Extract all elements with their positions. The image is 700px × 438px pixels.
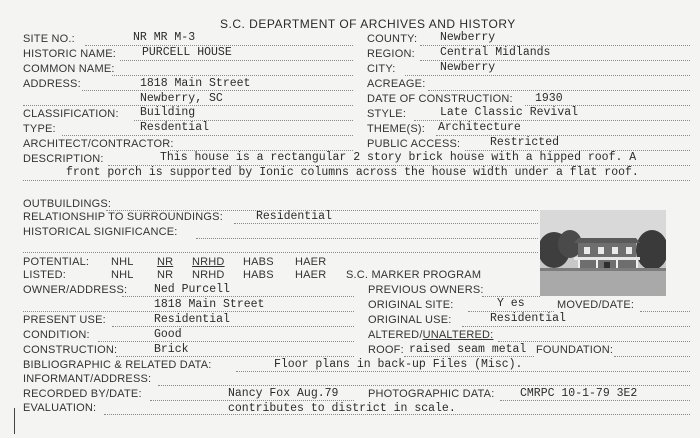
construction-line	[116, 356, 354, 357]
potential-nhl: NHL	[111, 256, 134, 268]
region-value: Central Midlands	[440, 46, 551, 59]
condition-line	[98, 341, 354, 342]
altered-text: ALTERED/	[368, 329, 423, 341]
classification-label: CLASSIFICATION:	[23, 108, 119, 120]
owner-address-value: 1818 Main Street	[154, 298, 265, 311]
original-use-label: ORIGINAL USE:	[368, 314, 452, 326]
county-value: Newberry	[440, 31, 496, 44]
architect-label: ARCHITECT/CONTRACTOR:	[23, 138, 174, 150]
description-line2-value: front porch is supported by Ionic columns across the house width under a flat roof.	[66, 166, 639, 179]
type-line	[62, 135, 353, 136]
address-line	[82, 90, 353, 91]
relationship-line	[234, 223, 538, 224]
historic-name-line	[120, 60, 353, 61]
public-access-label: PUBLIC ACCESS:	[367, 138, 461, 150]
type-label: TYPE:	[23, 123, 56, 135]
potential-haer: HAER	[295, 256, 327, 268]
owner-name-value: Ned Purcell	[154, 283, 230, 296]
description-line-2	[23, 180, 690, 181]
date-construction-value: 1930	[535, 92, 563, 105]
county-label: COUNTY:	[367, 33, 418, 45]
owner-address-line-2	[23, 311, 354, 312]
condition-value: Good	[154, 328, 182, 341]
type-value: Resdential	[140, 121, 210, 134]
listed-haer: HAER	[295, 269, 327, 281]
moved-date-label: MOVED/DATE:	[557, 299, 635, 311]
listed-nr: NR	[157, 269, 174, 281]
address-label: ADDRESS:	[23, 78, 81, 90]
informant-label: INFORMANT/ADDRESS:	[23, 373, 152, 385]
recorded-by-label: RECORDED BY/DATE:	[23, 388, 142, 400]
acreage-line	[428, 90, 690, 91]
recorded-by-value: Nancy Fox Aug.79	[228, 387, 339, 400]
listed-nrhd: NRHD	[192, 269, 225, 281]
roof-label: ROOF:	[368, 344, 404, 356]
public-access-value: Restricted	[490, 136, 560, 149]
theme-line	[436, 135, 690, 136]
present-use-line	[112, 326, 354, 327]
site-no-label: SITE NO.:	[23, 33, 75, 45]
historical-significance-line-2	[23, 252, 538, 253]
theme-label: THEME(S):	[367, 123, 426, 135]
city-line	[405, 75, 690, 76]
marker-program-label: S.C. MARKER PROGRAM	[346, 269, 482, 281]
potential-nrhd: NRHD	[192, 256, 225, 268]
evaluation-value: contributes to district in scale.	[228, 402, 456, 415]
altered-label	[368, 330, 493, 341]
description-line1-value: This house is a rectangular 2 story brick house with a hipped roof. A	[160, 151, 637, 164]
date-construction-label: DATE OF CONSTRUCTION:	[367, 93, 513, 105]
present-use-label: PRESENT USE:	[23, 314, 106, 326]
informant-line	[158, 385, 690, 386]
roof-value: raised seam metal	[409, 343, 527, 356]
listed-label: LISTED:	[23, 269, 66, 281]
unaltered-text: UNALTERED:	[422, 329, 494, 341]
altered-line	[498, 341, 690, 342]
potential-habs: HABS	[243, 256, 274, 268]
site-no-value: NR MR M-3	[133, 31, 196, 44]
present-use-value: Residential	[154, 313, 230, 326]
description-label: DESCRIPTION:	[23, 153, 104, 165]
foundation-line	[614, 356, 690, 357]
style-value: Late Classic Revival	[440, 106, 579, 119]
historical-significance-line	[196, 238, 538, 239]
original-use-value: Residential	[490, 312, 566, 325]
historical-significance-label: HISTORICAL SIGNIFICANCE:	[23, 226, 178, 238]
card-edge-mark	[14, 408, 15, 434]
common-name-line	[112, 75, 353, 76]
listed-habs: HABS	[243, 269, 274, 281]
potential-label: POTENTIAL:	[23, 256, 90, 268]
address-line2-value: Newberry, SC	[140, 92, 223, 105]
acreage-label: ACREAGE:	[367, 78, 426, 90]
original-site-label: ORIGINAL SITE:	[368, 299, 454, 311]
house-photo-image	[540, 210, 666, 296]
roof-line	[404, 356, 534, 357]
owner-address-label: OWNER/ADDRESS:	[23, 284, 128, 296]
construction-label: CONSTRUCTION:	[23, 344, 118, 356]
original-site-value: Y es	[497, 297, 525, 310]
classification-value: Building	[140, 106, 196, 119]
condition-label: CONDITION:	[23, 329, 90, 341]
bibliographic-label: BIBLIOGRAPHIC & RELATED DATA:	[23, 359, 212, 371]
construction-value: Brick	[154, 343, 189, 356]
moved-date-line	[640, 311, 690, 312]
potential-nr: NR	[157, 256, 174, 268]
region-label: REGION:	[367, 48, 415, 60]
relationship-label: RELATIONSHIP TO SURROUNDINGS:	[23, 211, 223, 223]
evaluation-label: EVALUATION:	[23, 402, 97, 414]
recorded-by-line	[150, 400, 354, 401]
photographic-data-value: CMRPC 10-1-79 3E2	[520, 387, 638, 400]
owner-address-line	[122, 296, 354, 297]
foundation-label: FOUNDATION:	[536, 344, 614, 356]
house-photograph	[540, 210, 666, 296]
style-label: STYLE:	[367, 108, 407, 120]
bibliographic-line	[236, 371, 690, 372]
photographic-data-line	[500, 400, 690, 401]
theme-value: Architecture	[438, 121, 521, 134]
historic-name-label: HISTORIC NAME:	[23, 48, 117, 60]
city-label: CITY:	[367, 63, 396, 75]
previous-owners-label: PREVIOUS OWNERS:	[368, 284, 484, 296]
form-title: S.C. DEPARTMENT OF ARCHIVES AND HISTORY	[220, 17, 516, 31]
outbuildings-label: OUTBUILDINGS:	[23, 198, 112, 210]
photographic-data-label: PHOTOGRAPHIC DATA:	[368, 388, 495, 400]
original-use-line	[462, 326, 690, 327]
relationship-value: Residential	[256, 210, 332, 223]
address-line1-value: 1818 Main Street	[140, 77, 251, 90]
listed-nhl: NHL	[111, 269, 134, 281]
city-value: Newberry	[440, 61, 496, 74]
historic-name-value: PURCELL HOUSE	[142, 46, 232, 59]
bibliographic-value: Floor plans in back-up Files (Misc).	[274, 358, 523, 371]
common-name-label: COMMON NAME:	[23, 63, 115, 75]
